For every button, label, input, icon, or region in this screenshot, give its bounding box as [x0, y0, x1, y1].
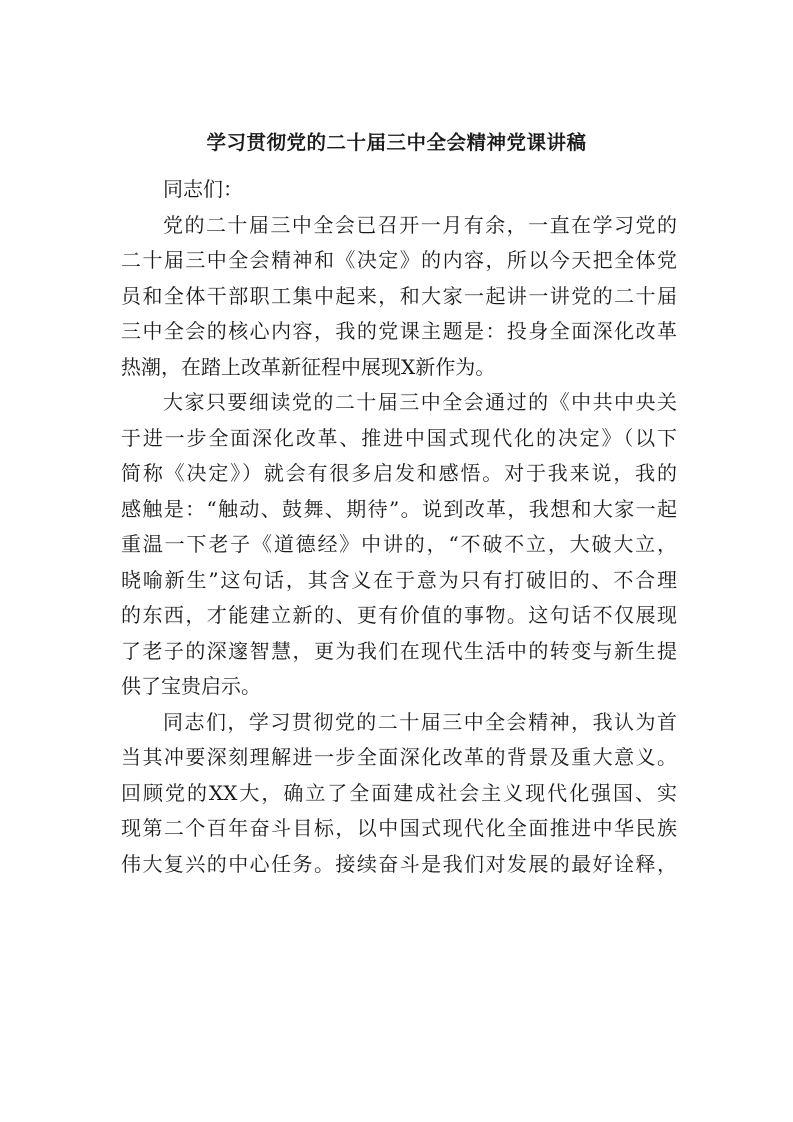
body-text-line: 于进一步全面深化改革、推进中国式现代化的决定》（以下 [121, 425, 677, 450]
body-text-line: 晓喻新生”这句话，其含义在于意为只有打破旧的、不合理 [121, 567, 677, 592]
body-text-line: 回顾党的XX大，确立了全面建成社会主义现代化强国、实 [121, 780, 677, 805]
body-text-line: 重温一下老子《道德经》中讲的，“不破不立，大破大立， [121, 532, 677, 556]
body-text-line: 大家只要细读党的二十届三中全会通过的《中共中央关 [163, 390, 677, 414]
body-text-line: 的东西，才能建立新的、更有价值的事物。这句话不仅展现 [121, 603, 677, 627]
document-title: 学习贯彻党的二十届三中全会精神党课讲稿 [206, 131, 587, 154]
body-text-line: 供了宝贵启示。 [121, 674, 261, 698]
document-body [121, 172, 677, 882]
body-text-line: 简称《决定》）就会有很多启发和感悟。对于我来说，我的 [121, 461, 677, 485]
body-text-line: 员和全体干部职工集中起来，和大家一起讲一讲党的二十届 [121, 283, 677, 308]
body-text-line: 了老子的深邃智慧，更为我们在现代生活中的转变与新生提 [121, 638, 677, 663]
body-text-line: 当其冲要深刻理解进一步全面深化改革的背景及重大意义。 [121, 745, 677, 769]
body-text-line: 二十届三中全会精神和《决定》的内容，所以今天把全体党 [121, 248, 677, 272]
body-text-line: 热潮，在踏上改革新征程中展现X新作为。 [121, 354, 496, 379]
body-text-line: 同志们： [163, 177, 243, 201]
body-text-line: 现第二个百年奋斗目标，以中国式现代化全面推进中华民族 [121, 816, 677, 840]
body-text-line: 同志们，学习贯彻党的二十届三中全会精神，我认为首 [163, 709, 677, 734]
body-text-line: 感触是：“触动、鼓舞、期待”。说到改革，我想和大家一起 [121, 496, 677, 521]
body-text-line: 伟大复兴的中心任务。接续奋斗是我们对发展的最好诠释， [121, 851, 677, 876]
body-text-line: 党的二十届三中全会已召开一月有余，一直在学习党的 [163, 212, 677, 237]
body-text-line: 三中全会的核心内容，我的党课主题是：投身全面深化改革 [121, 319, 677, 343]
